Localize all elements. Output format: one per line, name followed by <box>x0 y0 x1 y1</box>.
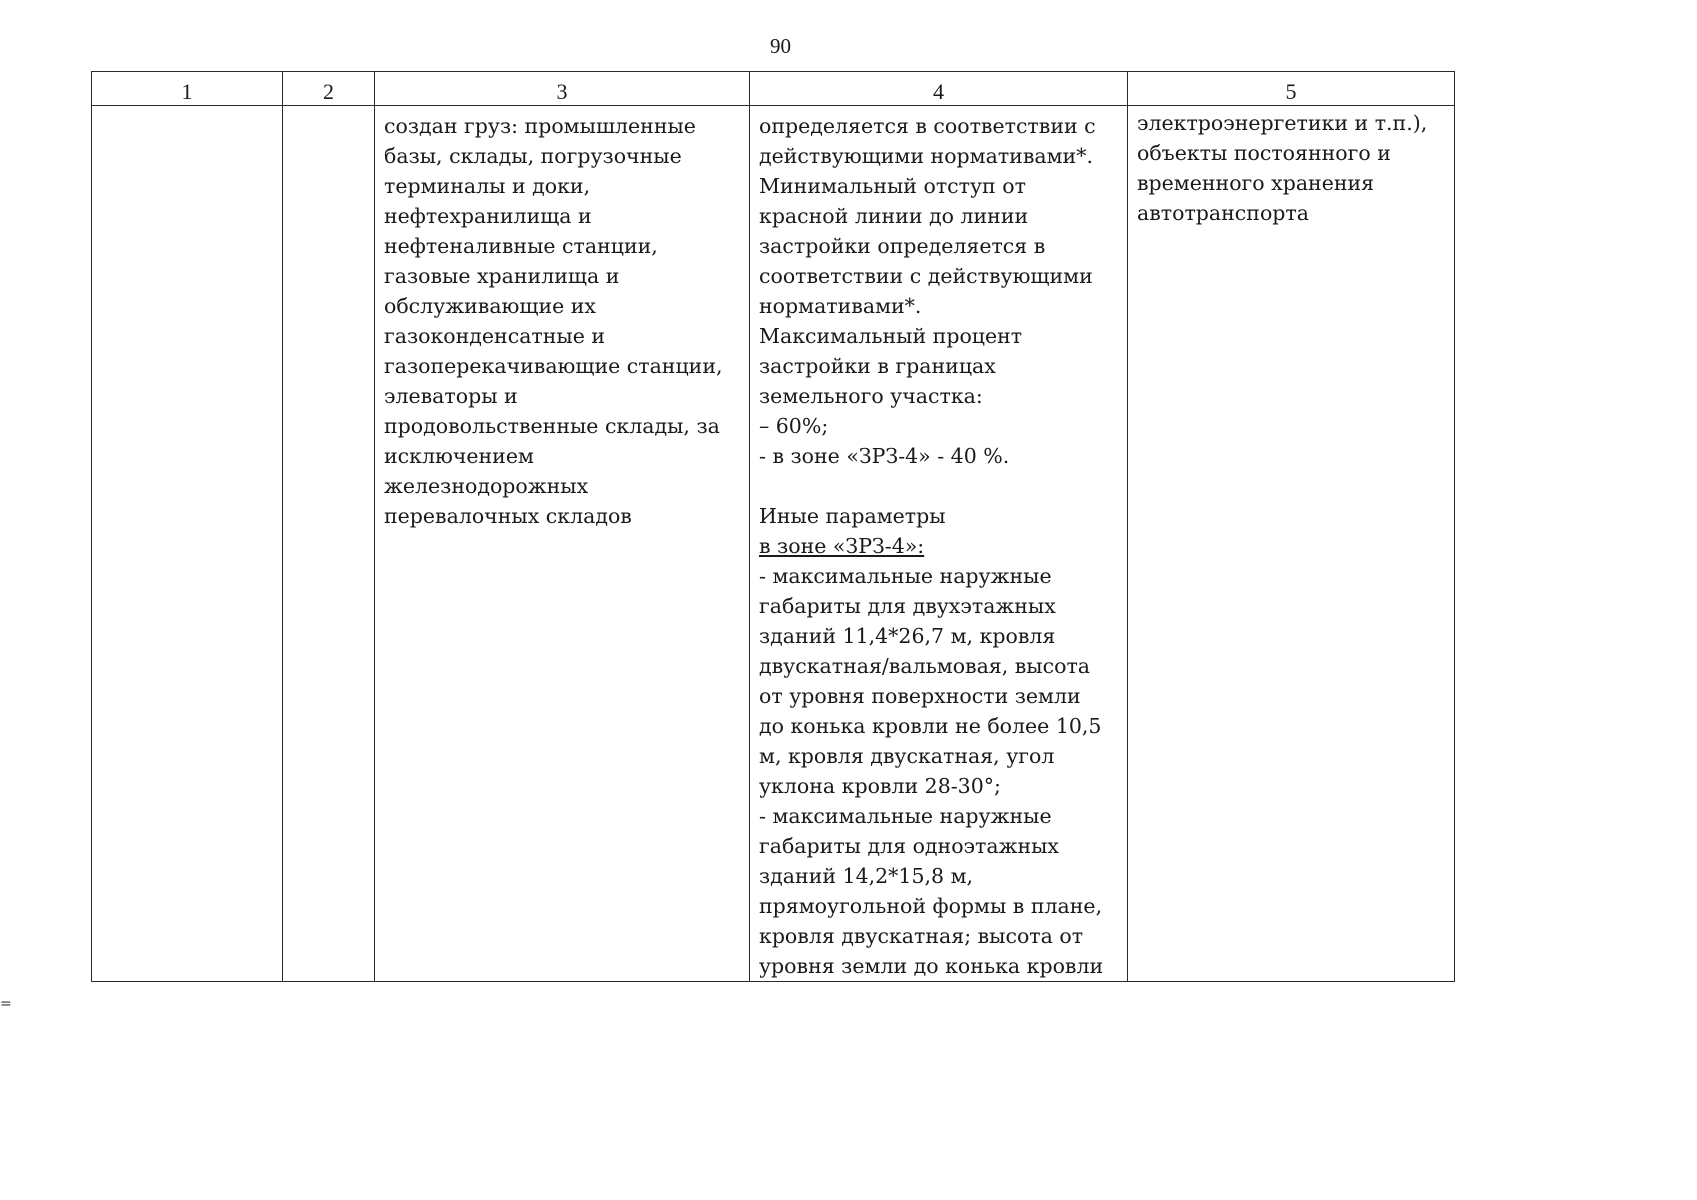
col4-line: определяется в соответствии с <box>759 114 1096 138</box>
cell-col-1 <box>92 106 283 982</box>
col5-line: автотранспорта <box>1137 201 1309 225</box>
cell-col-3 <box>375 106 750 982</box>
column-header-5: 5 <box>1128 72 1455 106</box>
col5-line: электроэнергетики и т.п.), <box>1137 111 1428 135</box>
column-header-2: 2 <box>283 72 375 106</box>
col4-line: зданий 14,2*15,8 м, <box>759 864 974 888</box>
table-header-row <box>92 72 1455 106</box>
margin-mark: = <box>0 996 12 1012</box>
column-header-3: 3 <box>375 72 750 106</box>
col3-line: элеваторы и <box>384 384 518 408</box>
col5-line: объекты постоянного и <box>1137 141 1391 165</box>
col4-line: двускатная/вальмовая, высота <box>759 654 1091 678</box>
col4-line: - максимальные наружные <box>759 804 1052 828</box>
col4-line: Минимальный отступ от <box>759 174 1026 198</box>
table-row <box>92 106 1455 982</box>
col4-line: застройки определяется в <box>759 234 1046 258</box>
col4-line: застройки в границах <box>759 354 996 378</box>
column-header-4: 4 <box>750 72 1128 106</box>
col4-line: от уровня поверхности земли <box>759 684 1081 708</box>
col3-line: газоперекачивающие станции, <box>384 354 723 378</box>
col3-line: железнодорожных <box>384 474 589 498</box>
cell-col-5-text <box>1128 106 1454 228</box>
col3-line: базы, склады, погрузочные <box>384 144 682 168</box>
page-number: 90 <box>770 34 791 58</box>
col3-line: продовольственные склады, за <box>384 414 720 438</box>
col4-line: действующими нормативами*. <box>759 144 1093 168</box>
col3-line: обслуживающие их <box>384 294 596 318</box>
col4-line-zone-heading: в зоне «ЗРЗ-4»: <box>759 534 925 558</box>
col4-line: габариты для одноэтажных <box>759 834 1059 858</box>
col4-line: красной линии до линии <box>759 204 1029 228</box>
cell-col-4-text <box>750 106 1127 981</box>
cell-col-4 <box>750 106 1128 982</box>
cell-col-2 <box>283 106 375 982</box>
col4-line: м, кровля двускатная, угол <box>759 744 1055 768</box>
cell-col-1-text <box>92 106 282 111</box>
col3-line: терминалы и доки, <box>384 174 591 198</box>
col4-line: - в зоне «ЗРЗ-4» - 40 %. <box>759 444 1010 468</box>
col3-line: перевалочных складов <box>384 504 632 528</box>
col4-line: уклона кровли 28-30°; <box>759 774 1001 798</box>
col4-line: Максимальный процент <box>759 324 1023 348</box>
col4-line: кровля двускатная; высота от <box>759 924 1084 948</box>
col4-blank-line <box>759 471 1121 501</box>
col4-line: – 60%; <box>759 414 829 438</box>
col3-line: газоконденсатные и <box>384 324 606 348</box>
col5-line: временного хранения <box>1137 171 1375 195</box>
col4-line: соответствии с действующими <box>759 264 1093 288</box>
col3-line: создан груз: промышленные <box>384 114 696 138</box>
cell-col-3-text <box>375 106 749 531</box>
cell-col-2-text <box>283 106 374 111</box>
col4-line: уровня земли до конька кровли <box>759 954 1104 978</box>
col3-line: нефтехранилища и <box>384 204 592 228</box>
col4-line: - максимальные наружные <box>759 564 1052 588</box>
col4-line: до конька кровли не более 10,5 <box>759 714 1102 738</box>
col4-line: Иные параметры <box>759 504 946 528</box>
col3-line: исключением <box>384 444 534 468</box>
regulations-table <box>91 71 1455 982</box>
cell-col-5 <box>1128 106 1455 982</box>
col3-line: газовые хранилища и <box>384 264 620 288</box>
col4-line: габариты для двухэтажных <box>759 594 1056 618</box>
column-header-1: 1 <box>92 72 283 106</box>
col4-line: земельного участка: <box>759 384 983 408</box>
col4-line: зданий 11,4*26,7 м, кровля <box>759 624 1056 648</box>
col4-line: нормативами*. <box>759 294 922 318</box>
col4-line: прямоугольной формы в плане, <box>759 894 1103 918</box>
col3-line: нефтеналивные станции, <box>384 234 658 258</box>
